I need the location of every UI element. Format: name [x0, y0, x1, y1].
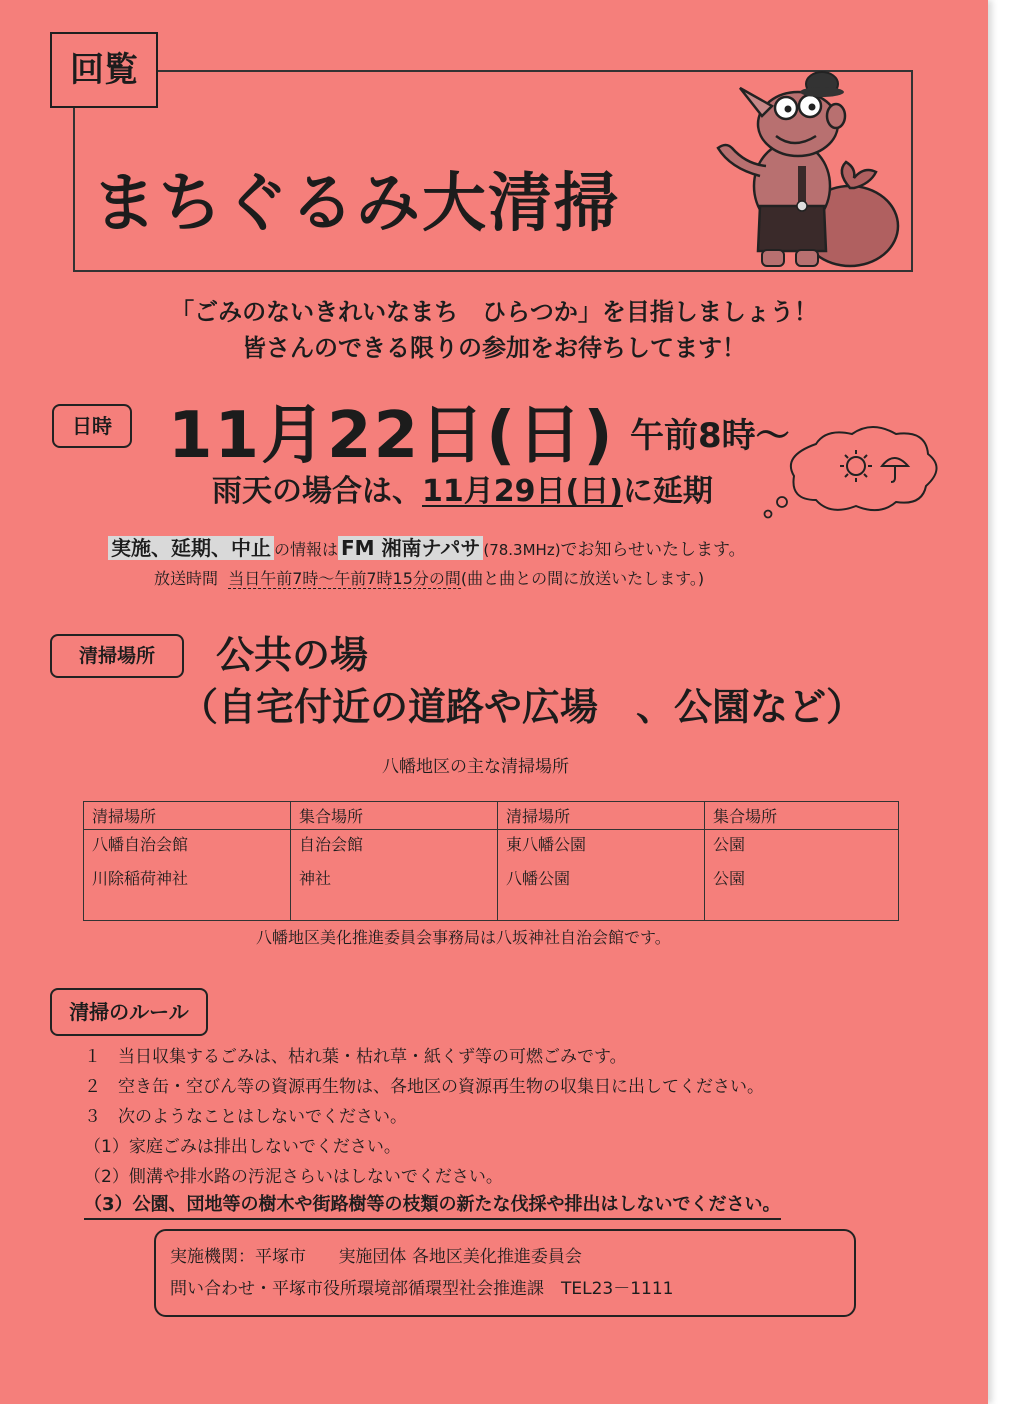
broadcast-time-line — [154, 566, 704, 589]
broadcast-time-value: 当日午前7時～午前7時15分の間 — [228, 569, 461, 588]
rain-prefix: 雨天の場合は、 — [212, 474, 422, 509]
table-cell: 神社 — [291, 864, 498, 921]
lead-line-2: 皆さんのできる限りの参加をお待ちしてます！ — [242, 334, 746, 362]
event-time: 午前8時～ — [630, 416, 790, 456]
broadcast-station: FM 湘南ナパサ — [338, 536, 483, 560]
table-cell: 自治会館 — [291, 830, 498, 865]
table-cell: 八幡公園 — [498, 864, 705, 921]
rain-postpone-line — [212, 466, 713, 510]
event-date: 11月22日(日) — [168, 399, 615, 473]
table-row — [84, 864, 899, 921]
rule-item: （2）側溝や排水路の汚泥さらいはしないでください。 — [84, 1167, 503, 1187]
lead-line-1: 「ごみのないきれいなまち ひらつか」を目指しましょう！ — [170, 298, 818, 326]
table-header: 清掃場所 — [498, 802, 705, 830]
location-main-1: 公共の場 — [216, 633, 369, 677]
broadcast-keywords: 実施、延期、中止 — [108, 536, 274, 560]
table-header: 集合場所 — [291, 802, 498, 830]
location-main-2: （自宅付近の道路や広場 、公園など） — [180, 685, 865, 729]
cleaning-places-table — [83, 801, 899, 921]
broadcast-text-1: の情報は — [274, 540, 339, 559]
rain-date: 11月29日(日) — [422, 474, 623, 509]
footer-group: 実施団体 各地区美化推進委員会 — [338, 1247, 582, 1267]
location-label: 清掃場所 — [50, 634, 184, 678]
broadcast-text-2: でお知らせいたします。 — [560, 540, 746, 560]
broadcast-time-note: (曲と曲との間に放送いたします。) — [460, 569, 705, 588]
broadcast-time-label: 放送時間 — [154, 569, 219, 588]
rule-item: ２ 空き缶・空びん等の資源再生物は、各地区の資源再生物の収集日に出してください。 — [84, 1077, 764, 1097]
footer-organizer: 実施機関：平塚市 — [170, 1247, 306, 1267]
table-cell: 八幡自治会館 — [84, 830, 291, 865]
circulation-label: 回覧 — [50, 32, 158, 108]
rhino-mascot-icon — [700, 66, 910, 276]
date-label: 日時 — [52, 404, 132, 448]
table-header: 集合場所 — [705, 802, 899, 830]
table-cell: 川除稲荷神社 — [84, 864, 291, 921]
page-title: まちぐるみ大清掃 — [92, 167, 620, 241]
table-cell: 公園 — [705, 830, 899, 865]
rules-label: 清掃のルール — [50, 988, 208, 1036]
broadcast-info-line — [108, 532, 746, 561]
table-cell: 公園 — [705, 864, 899, 921]
office-note: 八幡地区美化推進委員会事務局は八坂神社自治会館です。 — [256, 928, 671, 947]
rule-item-emphasis: （3）公園、団地等の樹木や街路樹等の枝類の新たな伐採や排出はしないでください。 — [84, 1190, 781, 1220]
footer-contact: 問い合わせ・平塚市役所環境部循環型社会推進課 TEL23－1111 — [170, 1279, 674, 1299]
table-header: 清掃場所 — [84, 802, 291, 830]
footer-line-1 — [170, 1242, 582, 1267]
table-header-row — [84, 802, 899, 830]
broadcast-frequency: (78.3MHz) — [483, 541, 561, 559]
table-row — [84, 830, 899, 865]
table-cell: 東八幡公園 — [498, 830, 705, 865]
rain-suffix: に延期 — [622, 474, 713, 509]
rule-item: ３ 次のようなことはしないでください。 — [84, 1107, 407, 1127]
rule-item: （1）家庭ごみは排出しないでください。 — [84, 1137, 401, 1157]
weather-bubble-icon — [756, 424, 956, 524]
table-caption: 八幡地区の主な清掃場所 — [382, 757, 569, 777]
rule-item: １ 当日収集するごみは、枯れ葉・枯れ草・紙くず等の可燃ごみです。 — [84, 1047, 627, 1067]
